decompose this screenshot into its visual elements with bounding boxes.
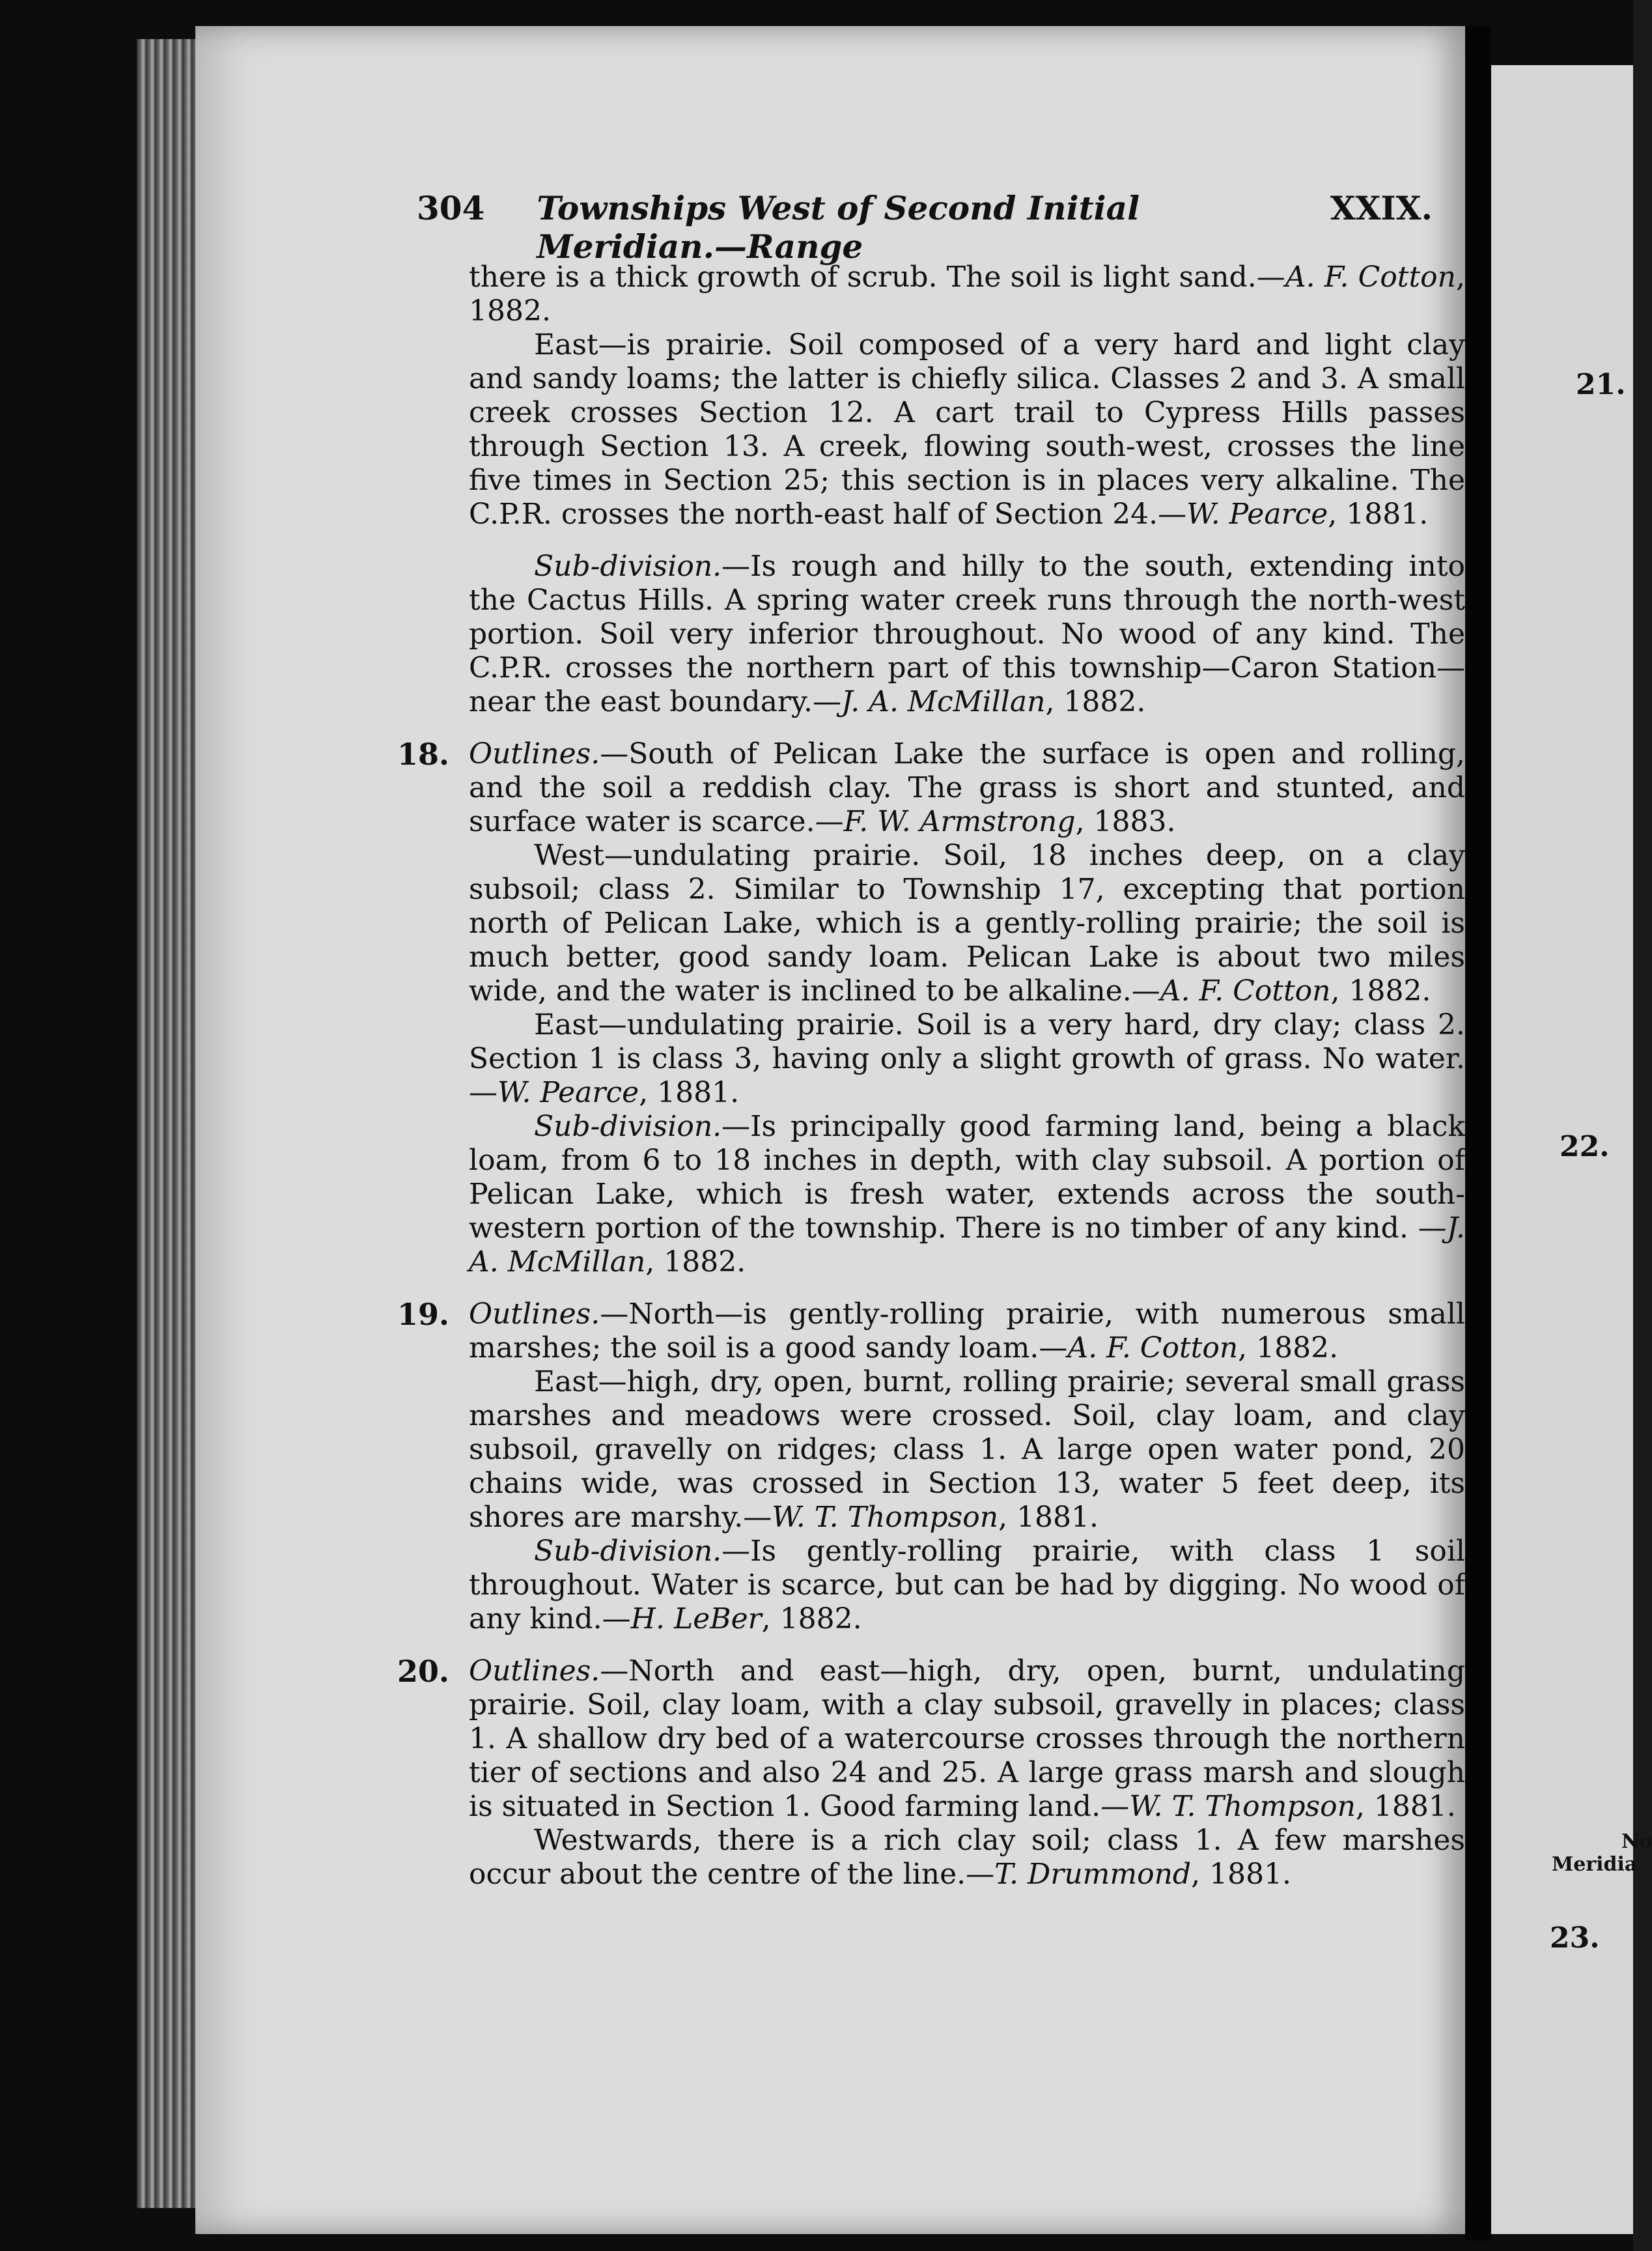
section-lead: Sub-division. xyxy=(534,1110,722,1143)
paragraph-text: East—undulating prairie. Soil is a very hard, dry clay; class 2. Section 1 is class 3, having only a slight growth of grass. No water.— xyxy=(469,1008,1465,1109)
surveyor-name: J. A. McMillan xyxy=(841,685,1046,718)
section-lead: Sub-division. xyxy=(534,1535,722,1568)
survey-year: , 1882. xyxy=(645,1245,746,1279)
paragraph xyxy=(469,1297,1465,1365)
paragraph-text: —Is gently-rolling prairie, with class 1 soil throughout. Water is scarce, but can be had by digging. No wood of any kind.— xyxy=(469,1535,1465,1635)
survey-year: , 1881. xyxy=(639,1076,740,1109)
facing-page-number: 23. xyxy=(1550,1921,1600,1955)
surveyor-name: A. F. Cotton xyxy=(1160,974,1331,1008)
facing-page-number: 21. xyxy=(1576,368,1626,401)
surveyor-name: W. Pearce xyxy=(497,1076,639,1109)
survey-year: , 1882. xyxy=(469,261,1465,328)
paragraph xyxy=(469,839,1465,1008)
survey-year: , 1882. xyxy=(1238,1331,1339,1365)
surveyor-name: T. Drummond xyxy=(994,1858,1192,1891)
paragraph-text: —North—is gently-rolling prairie, with numerous small marshes; the soil is a good sandy loam.— xyxy=(469,1297,1465,1365)
survey-year: , 1882. xyxy=(761,1602,862,1635)
survey-year: , 1882. xyxy=(1045,685,1146,718)
paragraph xyxy=(469,328,1465,531)
surveyor-name: W. T. Thompson xyxy=(1129,1790,1356,1823)
survey-year: , 1881. xyxy=(1191,1858,1292,1891)
section-lead: Outlines. xyxy=(469,737,600,771)
paragraph-text: there is a thick growth of scrub. The soil is light sand.— xyxy=(469,261,1285,294)
paragraph xyxy=(469,1008,1465,1110)
surveyor-name: W. T. Thompson xyxy=(772,1501,999,1534)
surveyor-name: A. F. Cotton xyxy=(1285,261,1456,294)
paragraph-text: —Is rough and hilly to the south, extending into the Cactus Hills. A spring water creek runs through the north-west portion. Soil very inferior throughout. No wood of any kind. The C.P.R. crosses the northern part of this township—Caron Station—near the east boundary.— xyxy=(469,550,1465,718)
paragraph-text: East—high, dry, open, burnt, rolling prairie; several small grass marshes and meadows were crossed. Soil, clay loam, and clay subsoil, gravelly on ridges; class 1. A large open water pond, 20 chains wide, was crossed in Section 13, water 5 feet deep, its shores are marshy.— xyxy=(469,1365,1465,1534)
surveyor-name: A. F. Cotton xyxy=(1067,1331,1239,1365)
book-gutter xyxy=(1465,26,1491,2241)
facing-page-fragment: Meridia xyxy=(1552,1853,1638,1876)
surveyor-name: F. W. Armstrong xyxy=(843,805,1076,838)
page-number: 304 xyxy=(417,189,485,227)
section-lead: Outlines. xyxy=(469,1654,600,1688)
survey-year: , 1881. xyxy=(998,1501,1099,1534)
survey-year: , 1883. xyxy=(1075,805,1176,838)
paragraph xyxy=(469,737,1465,839)
paragraph-text: West—undulating prairie. Soil, 18 inches deep, on a clay subsoil; class 2. Similar to Township 17, excepting that portion north of Pelican Lake, which is a gently-rolling prairie; the soil is much better, good sandy loam. Pelican Lake is about two miles wide, and the water is inclined to be alkaline.— xyxy=(469,839,1465,1008)
paragraph xyxy=(469,1535,1465,1636)
surveyor-name: J. A. McMillan xyxy=(469,1211,1465,1279)
survey-year: , 1881. xyxy=(1355,1790,1456,1823)
township-entry xyxy=(397,1297,1465,1636)
township-number: 19. xyxy=(397,1297,450,1332)
township-entry xyxy=(397,1654,1465,1891)
paragraph-text: —Is principally good farming land, being a black loam, from 6 to 18 inches in depth, with clay subsoil. A portion of Pelican Lake, which is fresh water, extends across the south-western portion of the township. There is no timber of any kind. — xyxy=(469,1110,1465,1245)
surveyor-name: H. LeBer xyxy=(630,1602,762,1635)
paragraph xyxy=(469,261,1465,328)
surveyor-name: W. Pearce xyxy=(1186,498,1328,531)
body-text xyxy=(397,261,1465,1891)
paragraph xyxy=(469,1110,1465,1279)
survey-year: , 1882. xyxy=(1330,974,1431,1008)
township-number: 18. xyxy=(397,737,450,772)
running-head xyxy=(417,189,1433,266)
paragraph-text: Westwards, there is a rich clay soil; class 1. A few marshes occur about the centre of the line.— xyxy=(469,1824,1465,1891)
range-numeral: XXIX. xyxy=(1330,189,1433,227)
paragraph-text: —South of Pelican Lake the surface is open and rolling, and the soil a reddish clay. The grass is short and stunted, and surface water is scarce.— xyxy=(469,737,1465,838)
paragraph xyxy=(469,1824,1465,1891)
section-lead: Outlines. xyxy=(469,1297,600,1331)
township-entry xyxy=(397,737,1465,1279)
township-number: 20. xyxy=(397,1654,450,1689)
running-title: Townships West of Second Initial Meridian.—Range xyxy=(537,189,1140,266)
paragraph-text: East—is prairie. Soil composed of a very hard and light clay and sandy loams; the latter is chiefly silica. Classes 2 and 3. A small creek crosses Section 12. A cart trail to Cypress Hills passes through Section 13. A creek, flowing south-west, crosses the line five times in Section 25; this section is in places very alkaline. The C.P.R. crosses the north-east half of Section 24.— xyxy=(469,328,1465,531)
paragraph xyxy=(469,550,1465,719)
facing-page-number: 22. xyxy=(1560,1130,1610,1163)
survey-year: , 1881. xyxy=(1328,498,1429,531)
section-lead: Sub-division. xyxy=(534,550,722,583)
facing-page-fragment: No xyxy=(1621,1830,1652,1853)
paragraph xyxy=(469,1654,1465,1824)
paragraph xyxy=(469,1365,1465,1535)
paragraph-text: —North and east—high, dry, open, burnt, undulating prairie. Soil, clay loam, with a clay subsoil, gravelly in places; class 1. A shallow dry bed of a watercourse crosses through the northern tier of sections and also 24 and 25. A large grass marsh and slough is situated in Section 1. Good farming land.— xyxy=(469,1654,1465,1823)
